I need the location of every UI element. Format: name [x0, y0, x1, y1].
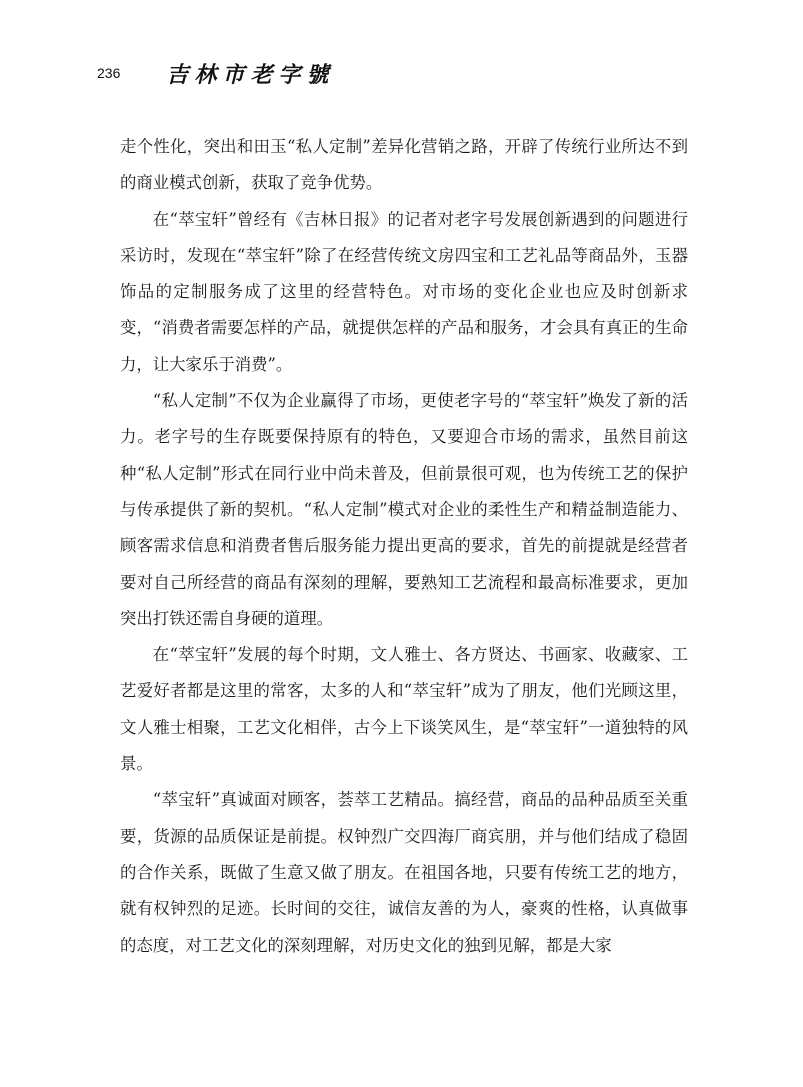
- paragraph: 走个性化，突出和田玉“私人定制”差异化营销之路，开辟了传统行业所达不到的商业模式创新，获取了竞争优势。: [120, 137, 688, 193]
- paragraph: “私人定制”不仅为企业赢得了市场，更使老字号的“萃宝轩”焕发了新的活力。老字号的生存既要保持原有的特色，又要迎合市场的需求，虽然目前这种“私人定制”形式在同行业中尚未普及，但前景很可观，也为传统工艺的保护与传承提供了新的契机。“私人定制”模式对企业的柔性生产和精益制造能力、顾客需求信息和消费者售后服务能力提出更高的要求，首先的前提就是经营者要对自己所经营的商品有深刻的理解，要熟知工艺流程和最高标准要求，更加突出打铁还需自身硬的道理。: [120, 391, 688, 628]
- paragraph: 在“萃宝轩”发展的每个时期，文人雅士、各方贤达、书画家、收藏家、工艺爱好者都是这里的常客，太多的人和“萃宝轩”成为了朋友，他们光顾这里，文人雅士相聚，工艺文化相伴，古今上下谈笑风生，是“萃宝轩”一道独特的风景。: [120, 645, 688, 774]
- book-title: 吉林市老字號: [166, 61, 335, 88]
- page-number: 236: [97, 65, 121, 81]
- paragraph: 在“萃宝轩”曾经有《吉林日报》的记者对老字号发展创新遇到的问题进行采访时，发现在“萃宝轩”除了在经营传统文房四宝和工艺礼品等商品外，玉器饰品的定制服务成了这里的经营特色。对市场的变化企业也应及时创新求变，“消费者需要怎样的产品，就提供怎样的产品和服务，才会具有真正的生命力，让大家乐于消费”。: [120, 209, 688, 374]
- paragraph: “萃宝轩”真诚面对顾客，荟萃工艺精品。搞经营，商品的品种品质至关重要，货源的品质保证是前提。权钟烈广交四海厂商宾朋，并与他们结成了稳固的合作关系，既做了生意又做了朋友。在祖国各地，只要有传统工艺的地方，就有权钟烈的足迹。长时间的交往，诚信友善的为人，豪爽的性格，认真做事的态度，对工艺文化的深刻理解，对历史文化的独到见解，都是大家: [120, 790, 688, 955]
- body-text: [120, 129, 688, 964]
- page-header: [97, 58, 334, 88]
